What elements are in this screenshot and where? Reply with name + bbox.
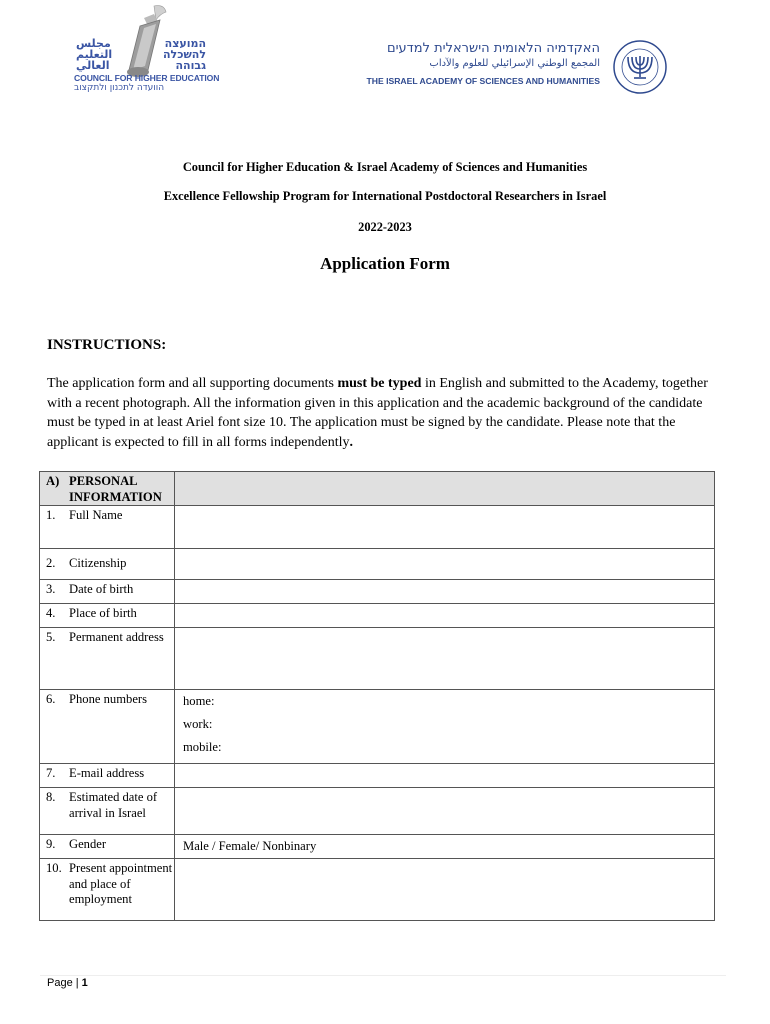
footer-divider [40,975,726,976]
section-number: A) [46,474,60,488]
row-label-permanent-address: Permanent address [69,630,164,644]
row-label-present-appointment: Present appointment and place of employment [69,861,173,906]
table-row [40,764,715,788]
row-number: 5. [46,630,56,644]
row-label-place-of-birth: Place of birth [69,606,137,620]
section-header-row [40,472,715,506]
table-row [40,628,715,690]
academy-english-name: THE ISRAEL ACADEMY OF SCIENCES AND HUMANITIES [366,76,600,86]
permanent-address-field[interactable] [175,628,715,690]
table-row [40,604,715,628]
row-number: 3. [46,582,56,596]
place-of-birth-field[interactable] [175,604,715,628]
row-label-arrival-date: Estimated date of arrival in Israel [69,790,158,820]
phone-numbers-cell [175,690,715,764]
table-row [40,835,715,859]
council-english-name: COUNCIL FOR HIGHER EDUCATION [74,73,220,83]
form-title: Application Form [320,254,450,273]
instructions-part-1: The application form and all supporting documents [47,376,338,391]
menorah-seal-icon [612,39,668,95]
full-name-field[interactable] [175,506,715,549]
table-row [40,788,715,835]
citizenship-field[interactable] [175,549,715,580]
program-year: 2022-2023 [358,220,412,234]
header-line-1: Council for Higher Education & Israel Academy of Sciences and Humanities [182,160,588,174]
council-hebrew-name: המועצה להשכלה גבוהה [163,37,206,72]
page-number: 1 [81,977,88,989]
table-row [40,580,715,604]
phone-mobile-field[interactable]: mobile: [183,740,222,754]
section-header-cell [175,472,715,506]
row-label-date-of-birth: Date of birth [69,582,134,596]
instructions-emphasis: must be typed [337,376,422,391]
row-number: 6. [46,692,56,706]
phone-home-field[interactable]: home: [183,694,215,708]
row-number: 8. [46,790,56,804]
section-title: PERSONAL INFORMATION [69,474,162,504]
academy-hebrew-name: האקדמיה הלאומית הישראלית למדעים [387,41,600,56]
row-number: 10. [46,861,62,875]
row-number: 1. [46,508,56,522]
page-label: Page | [47,977,82,989]
row-number: 2. [46,556,56,570]
date-of-birth-field[interactable] [175,580,715,604]
academy-logo [366,36,672,96]
row-label-gender: Gender [69,837,107,851]
header-line-2: Excellence Fellowship Program for International Postdoctoral Researchers in Israel [163,189,607,203]
present-appointment-field[interactable] [175,859,715,921]
email-field[interactable] [175,764,715,788]
row-label-citizenship: Citizenship [69,556,127,570]
row-label-email: E-mail address [69,766,145,780]
table-row [40,690,715,764]
council-arabic-name: مجلس التعليم العالي [76,37,113,72]
row-number: 7. [46,766,56,780]
instructions-text [47,374,723,452]
council-hebrew-subtitle: הוועדה לתכנון ולתקצוב [74,83,165,93]
row-number: 4. [46,606,56,620]
instructions-end: . [349,434,353,450]
table-row [40,859,715,921]
council-logo [74,4,220,96]
row-number: 9. [46,837,56,851]
row-label-phone-numbers: Phone numbers [69,692,148,706]
phone-work-field[interactable]: work: [183,717,213,731]
academy-arabic-name: المجمع الوطني الإسرائيلي للعلوم والآداب [429,58,600,69]
instructions-title: INSTRUCTIONS: [47,337,167,353]
instructions-part-2: in English and submitted to the Academy, together with a recent photograph. All the information given in this application and the academic background of the candidate must be typed in at least Ariel font size 10. The application must be signed by the candidate. Please note that the applicant is expected to fill in all forms independently [47,376,708,450]
table-row [40,506,715,549]
page-footer [47,977,88,989]
table-row [40,549,715,580]
gender-field[interactable]: Male / Female/ Nonbinary [175,835,715,859]
arrival-date-field[interactable] [175,788,715,835]
personal-information-table [39,471,715,921]
row-label-full-name: Full Name [69,508,123,522]
